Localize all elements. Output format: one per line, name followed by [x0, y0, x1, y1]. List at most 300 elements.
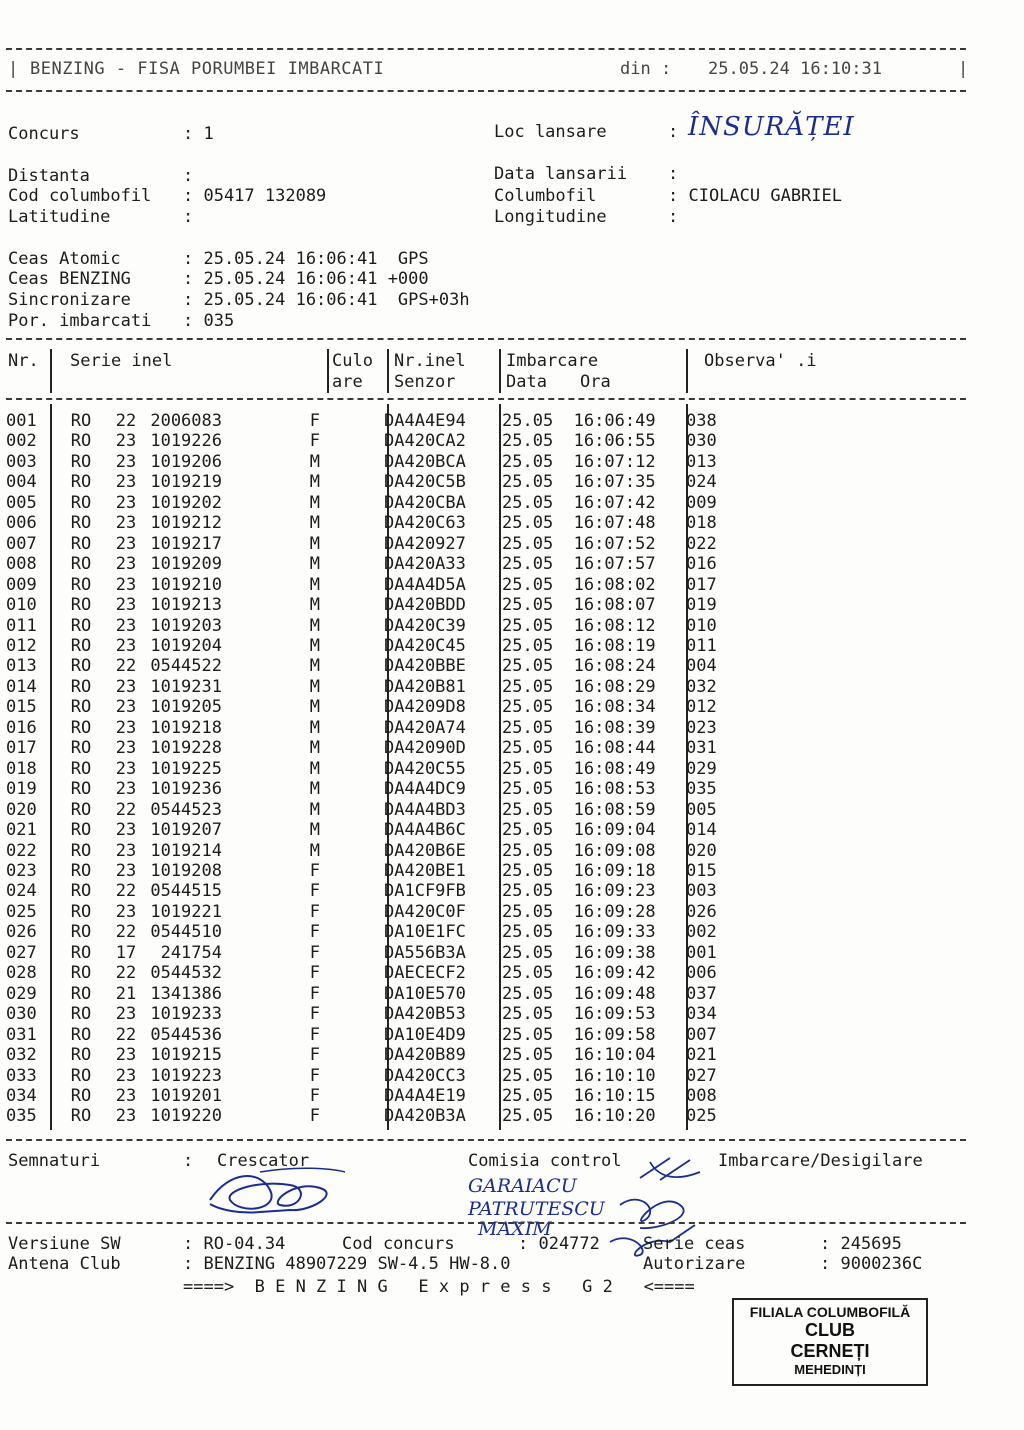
autorizare-label: Autorizare — [643, 1254, 746, 1274]
cell-sensor: DA556B3A — [384, 942, 466, 963]
cell-date-time — [496, 513, 680, 533]
cell-num: 1019204 — [150, 635, 222, 656]
cell-cc: RO — [70, 717, 92, 738]
cell-yr: 23 — [115, 635, 137, 656]
cell-nr: 003 — [6, 451, 37, 472]
cell-obs: 027 — [686, 1065, 717, 1086]
cell-sensor: DA4A4D5A — [384, 574, 466, 595]
cell-obs: 012 — [686, 697, 717, 718]
cell-sensor: DA420B89 — [384, 1045, 466, 1066]
cell-nr: 017 — [6, 738, 37, 759]
cell-nr: 024 — [6, 881, 37, 902]
table-row — [6, 677, 746, 697]
cell-sex: F — [309, 901, 320, 922]
cell-nr: 009 — [6, 574, 37, 595]
cell-nr: 033 — [6, 1065, 37, 1086]
cell-yr: 23 — [115, 1085, 137, 1106]
cell-sensor: DA420BCA — [384, 451, 466, 472]
cell-yr: 23 — [115, 1004, 137, 1025]
loc-lansare-label: Loc lansare — [494, 122, 607, 142]
cell-date-time — [496, 1025, 680, 1045]
cell-cc: RO — [70, 615, 92, 636]
cell-date-time — [496, 595, 680, 615]
cell-obs: 035 — [686, 779, 717, 800]
cell-yr: 23 — [115, 820, 137, 841]
cell-time: 16:09:33 — [573, 922, 656, 943]
cell-date-time — [496, 575, 680, 595]
cell-num: 1019202 — [150, 492, 222, 513]
cell-date: 25.05 — [502, 1085, 554, 1106]
cell-culoare — [328, 1086, 378, 1106]
cell-num: 241754 — [160, 942, 222, 963]
ceas-benzing-value: : 25.05.24 16:06:41 +000 — [183, 269, 429, 289]
cell-num: 0544536 — [150, 1024, 222, 1045]
cell-cc: RO — [70, 513, 92, 534]
cell-nr: 015 — [6, 697, 37, 718]
comisia-name-1: GARAIACU — [468, 1175, 577, 1197]
cell-yr: 23 — [115, 901, 137, 922]
cell-date: 25.05 — [502, 431, 554, 452]
cell-date-time — [496, 718, 680, 738]
table-top-divider — [6, 338, 966, 340]
cell-yr: 22 — [115, 922, 137, 943]
table-row — [6, 1066, 746, 1086]
cell-obs: 019 — [686, 595, 717, 616]
cell-yr: 22 — [115, 881, 137, 902]
cell-culoare — [328, 513, 378, 533]
col-header-data: Data — [506, 372, 547, 392]
cell-date-time — [496, 841, 680, 861]
cell-sex: F — [309, 1024, 320, 1045]
cell-obs: 008 — [686, 1085, 717, 1106]
cell-cc: RO — [70, 697, 92, 718]
cell-obs: 025 — [686, 1106, 717, 1127]
cell-date: 25.05 — [502, 451, 554, 472]
stamp-line-4: MEHEDINȚI — [794, 1362, 866, 1377]
cell-yr: 22 — [115, 799, 137, 820]
cell-sex: F — [309, 1045, 320, 1066]
table-row — [6, 902, 746, 922]
cell-sex: F — [309, 1065, 320, 1086]
cell-date-time — [496, 636, 680, 656]
cell-obs: 001 — [686, 942, 717, 963]
latitudine-label: Latitudine — [8, 207, 111, 227]
cell-date: 25.05 — [502, 1024, 554, 1045]
table-row — [6, 759, 746, 779]
cell-cc: RO — [70, 492, 92, 513]
cell-date: 25.05 — [502, 595, 554, 616]
cell-date-time — [496, 943, 680, 963]
porumbei-imbarcati-label: Por. imbarcati — [8, 311, 152, 331]
header-bar-right: | — [958, 59, 969, 79]
cell-sensor: DA4209D8 — [384, 697, 466, 718]
cell-sex: F — [309, 922, 320, 943]
cell-sex: M — [309, 676, 320, 697]
cell-sensor: DA4A4E94 — [384, 411, 466, 431]
cell-time: 16:09:23 — [573, 881, 656, 902]
cell-cc: RO — [70, 635, 92, 656]
cell-yr: 23 — [115, 860, 137, 881]
cell-cc: RO — [70, 942, 92, 963]
antena-club-label: Antena Club — [8, 1254, 121, 1274]
cell-time: 16:08:39 — [573, 717, 656, 738]
cell-sex: F — [309, 983, 320, 1004]
table-row — [6, 841, 746, 861]
cell-yr: 23 — [115, 554, 137, 575]
comisia-name-2: PATRUTESCU — [468, 1198, 605, 1220]
cell-culoare — [328, 452, 378, 472]
cell-sensor: DA420CC3 — [384, 1065, 466, 1086]
cell-cc: RO — [70, 840, 92, 861]
table-row — [6, 861, 746, 881]
cell-num: 0544510 — [150, 922, 222, 943]
cell-date: 25.05 — [502, 635, 554, 656]
table-row — [6, 1025, 746, 1045]
table-row — [6, 779, 746, 799]
porumbei-imbarcati-value: : 035 — [183, 311, 235, 331]
columbofil-label: Columbofil — [494, 186, 597, 206]
cell-cc: RO — [70, 901, 92, 922]
cell-cc: RO — [70, 1024, 92, 1045]
header-divider — [6, 90, 966, 92]
cell-date-time — [496, 554, 680, 574]
cell-num: 1019223 — [150, 1065, 222, 1086]
table-row — [6, 616, 746, 636]
cell-obs: 018 — [686, 513, 717, 534]
cell-cc: RO — [70, 1065, 92, 1086]
cell-sensor: DA420BE1 — [384, 860, 466, 881]
cell-culoare — [328, 963, 378, 983]
cell-sex: M — [309, 554, 320, 575]
cell-obs: 011 — [686, 635, 717, 656]
cell-sex: M — [309, 533, 320, 554]
cell-time: 16:09:08 — [573, 840, 656, 861]
cell-nr: 008 — [6, 554, 37, 575]
cell-cc: RO — [70, 411, 92, 431]
cell-time: 16:06:49 — [573, 411, 656, 431]
cell-sensor: DA4A4E19 — [384, 1085, 466, 1106]
cell-num: 1019210 — [150, 574, 222, 595]
cell-date-time — [496, 616, 680, 636]
cell-yr: 23 — [115, 1065, 137, 1086]
cell-yr: 23 — [115, 615, 137, 636]
cell-time: 16:08:19 — [573, 635, 656, 656]
cell-time: 16:08:07 — [573, 595, 656, 616]
cell-nr: 006 — [6, 513, 37, 534]
cell-culoare — [328, 616, 378, 636]
cell-nr: 035 — [6, 1106, 37, 1127]
cell-sex: M — [309, 595, 320, 616]
cell-num: 1019219 — [150, 472, 222, 493]
cell-date: 25.05 — [502, 554, 554, 575]
cell-culoare — [328, 902, 378, 922]
cell-sensor: DA420C55 — [384, 758, 466, 779]
cell-cc: RO — [70, 922, 92, 943]
cell-culoare — [328, 984, 378, 1004]
cell-time: 16:09:18 — [573, 860, 656, 881]
cell-sensor: DA10E4D9 — [384, 1024, 466, 1045]
cell-yr: 22 — [115, 1024, 137, 1045]
cell-sensor: DA420BBE — [384, 656, 466, 677]
cell-culoare — [328, 1045, 378, 1065]
versiune-sw-label: Versiune SW — [8, 1234, 121, 1254]
col-header-culoare-1: Culo — [332, 351, 373, 371]
cell-sex: M — [309, 717, 320, 738]
cell-date-time — [496, 534, 680, 554]
col-header-nr: Nr. — [8, 351, 39, 371]
cell-sex: M — [309, 820, 320, 841]
imbarcare-desigilare-label: Imbarcare/Desigilare — [718, 1151, 923, 1171]
cell-nr: 020 — [6, 799, 37, 820]
cell-date: 25.05 — [502, 983, 554, 1004]
cell-culoare — [328, 759, 378, 779]
cell-culoare — [328, 554, 378, 574]
cell-date-time — [496, 493, 680, 513]
cell-obs: 006 — [686, 963, 717, 984]
cell-cc: RO — [70, 1085, 92, 1106]
cell-sex: M — [309, 492, 320, 513]
cell-num: 0544515 — [150, 881, 222, 902]
cell-obs: 005 — [686, 799, 717, 820]
cell-obs: 007 — [686, 1024, 717, 1045]
cell-sensor: DA420A33 — [384, 554, 466, 575]
cell-date-time — [496, 1086, 680, 1106]
cell-cc: RO — [70, 738, 92, 759]
col-header-serie: Serie inel — [70, 351, 173, 371]
cell-nr: 012 — [6, 635, 37, 656]
cell-time: 16:07:52 — [573, 533, 656, 554]
cell-time: 16:07:42 — [573, 492, 656, 513]
cell-date-time — [496, 677, 680, 697]
cell-sensor: DA420C63 — [384, 513, 466, 534]
club-stamp — [732, 1298, 928, 1386]
cell-sex: F — [309, 860, 320, 881]
cell-sensor: DAECECF2 — [384, 963, 466, 984]
cell-date: 25.05 — [502, 963, 554, 984]
cell-date: 25.05 — [502, 799, 554, 820]
cell-sex: F — [309, 963, 320, 984]
cell-nr: 034 — [6, 1085, 37, 1106]
table-row — [6, 411, 746, 431]
cell-cc: RO — [70, 983, 92, 1004]
cell-obs: 020 — [686, 840, 717, 861]
cell-cc: RO — [70, 1045, 92, 1066]
cell-obs: 024 — [686, 472, 717, 493]
cell-num: 1019226 — [150, 431, 222, 452]
cell-yr: 23 — [115, 697, 137, 718]
cell-cc: RO — [70, 881, 92, 902]
table-row — [6, 800, 746, 820]
cell-nr: 005 — [6, 492, 37, 513]
cell-date: 25.05 — [502, 717, 554, 738]
cell-obs: 031 — [686, 738, 717, 759]
table-row — [6, 595, 746, 615]
cell-culoare — [328, 697, 378, 717]
table-row — [6, 636, 746, 656]
antena-club-value: : BENZING 48907229 SW-4.5 HW-8.0 — [183, 1254, 511, 1274]
table-row — [6, 922, 746, 942]
cell-sex: M — [309, 513, 320, 534]
cell-culoare — [328, 820, 378, 840]
cell-cc: RO — [70, 451, 92, 472]
cell-sensor: DA420B3A — [384, 1106, 466, 1127]
cell-sensor: DA420CA2 — [384, 431, 466, 452]
cell-num: 2006083 — [150, 411, 222, 431]
cell-time: 16:07:35 — [573, 472, 656, 493]
cell-date: 25.05 — [502, 1004, 554, 1025]
cell-nr: 011 — [6, 615, 37, 636]
table-row — [6, 697, 746, 717]
cell-sex: M — [309, 840, 320, 861]
sincronizare-label: Sincronizare — [8, 290, 131, 310]
cell-yr: 23 — [115, 472, 137, 493]
loc-lansare-handwritten: ÎNSURĂȚEI — [688, 112, 855, 142]
cell-sensor: DA420C0F — [384, 901, 466, 922]
cell-time: 16:08:49 — [573, 758, 656, 779]
cell-cc: RO — [70, 533, 92, 554]
cell-nr: 004 — [6, 472, 37, 493]
stamp-line-1: FILIALA COLUMBOFILĂ — [749, 1304, 911, 1320]
distanta-label: Distanta — [8, 166, 90, 186]
table-row — [6, 984, 746, 1004]
cell-sex: M — [309, 615, 320, 636]
cell-cc: RO — [70, 820, 92, 841]
table-row — [6, 881, 746, 901]
table-row — [6, 493, 746, 513]
comisia-control-label: Comisia control — [468, 1151, 622, 1171]
cell-culoare — [328, 881, 378, 901]
cell-obs: 034 — [686, 1004, 717, 1025]
table-row — [6, 1106, 746, 1126]
cell-num: 1019213 — [150, 595, 222, 616]
concurs-label: Concurs — [8, 124, 80, 144]
table-row — [6, 1086, 746, 1106]
cell-num: 1019236 — [150, 779, 222, 800]
cell-yr: 22 — [115, 963, 137, 984]
cell-sex: M — [309, 656, 320, 677]
cell-sex: F — [309, 431, 320, 452]
cell-date: 25.05 — [502, 411, 554, 431]
cell-num: 1019205 — [150, 697, 222, 718]
cod-concurs-value: : 024772 — [518, 1234, 600, 1254]
cell-nr: 032 — [6, 1045, 37, 1066]
cell-num: 0544522 — [150, 656, 222, 677]
cell-num: 1019208 — [150, 860, 222, 881]
cell-obs: 037 — [686, 983, 717, 1004]
cell-time: 16:08:59 — [573, 799, 656, 820]
cell-sex: F — [309, 411, 320, 431]
cell-time: 16:09:53 — [573, 1004, 656, 1025]
cell-time: 16:08:12 — [573, 615, 656, 636]
distanta-value: : — [183, 166, 194, 186]
cell-date: 25.05 — [502, 922, 554, 943]
col-sep — [387, 349, 389, 393]
cell-date-time — [496, 452, 680, 472]
cell-sensor: DA420C39 — [384, 615, 466, 636]
cell-sex: F — [309, 1106, 320, 1127]
cell-culoare — [328, 472, 378, 492]
cod-columbofil-value: : 05417 132089 — [183, 186, 327, 206]
cell-num: 1019221 — [150, 901, 222, 922]
cell-cc: RO — [70, 472, 92, 493]
cell-yr: 23 — [115, 1045, 137, 1066]
col-header-ora: Ora — [580, 372, 611, 392]
cell-date-time — [496, 759, 680, 779]
cell-date-time — [496, 861, 680, 881]
cell-num: 1019206 — [150, 451, 222, 472]
table-row — [6, 656, 746, 676]
col-sep — [50, 349, 52, 393]
cell-date: 25.05 — [502, 533, 554, 554]
cell-cc: RO — [70, 779, 92, 800]
cell-nr: 007 — [6, 533, 37, 554]
cell-culoare — [328, 800, 378, 820]
cell-nr: 022 — [6, 840, 37, 861]
serie-ceas-value: : 245695 — [820, 1234, 902, 1254]
cell-time: 16:07:57 — [573, 554, 656, 575]
col-header-imbarcare: Imbarcare — [506, 351, 599, 371]
cell-sex: F — [309, 1085, 320, 1106]
cell-obs: 021 — [686, 1045, 717, 1066]
cell-date: 25.05 — [502, 820, 554, 841]
cell-nr: 031 — [6, 1024, 37, 1045]
print-date-value: 25.05.24 16:10:31 — [708, 59, 882, 79]
cell-time: 16:09:58 — [573, 1024, 656, 1045]
semnaturi-colon: : — [183, 1151, 194, 1171]
table-header-divider — [6, 398, 966, 400]
print-date-label: din : — [620, 59, 672, 79]
stamp-line-3: CERNEȚI — [790, 1341, 870, 1361]
cell-date-time — [496, 1066, 680, 1086]
cell-culoare — [328, 943, 378, 963]
cell-cc: RO — [70, 676, 92, 697]
longitudine-label: Longitudine — [494, 207, 607, 227]
cell-yr: 23 — [115, 451, 137, 472]
data-lansarii-label: Data lansarii — [494, 164, 628, 184]
cell-time: 16:10:10 — [573, 1065, 656, 1086]
cell-date: 25.05 — [502, 656, 554, 677]
cell-time: 16:10:20 — [573, 1106, 656, 1127]
cell-culoare — [328, 1025, 378, 1045]
cell-cc: RO — [70, 574, 92, 595]
ceas-atomic-label: Ceas Atomic — [8, 249, 121, 269]
cell-yr: 22 — [115, 656, 137, 677]
cell-yr: 23 — [115, 676, 137, 697]
cell-num: 1019231 — [150, 676, 222, 697]
cell-num: 1019217 — [150, 533, 222, 554]
cell-sex: M — [309, 799, 320, 820]
cell-cc: RO — [70, 431, 92, 452]
cell-yr: 23 — [115, 431, 137, 452]
cell-cc: RO — [70, 554, 92, 575]
cell-culoare — [328, 1066, 378, 1086]
cell-date-time — [496, 738, 680, 758]
table-row — [6, 513, 746, 533]
cell-culoare — [328, 1004, 378, 1024]
cell-culoare — [328, 431, 378, 451]
benzing-banner: ====> B E N Z I N G E x p r e s s G 2 <==== — [183, 1277, 695, 1297]
cell-date: 25.05 — [502, 881, 554, 902]
loc-lansare-colon: : — [668, 122, 679, 142]
cell-date-time — [496, 984, 680, 1004]
col-sep — [327, 349, 329, 393]
cell-obs: 002 — [686, 922, 717, 943]
cell-date-time — [496, 963, 680, 983]
cell-date-time — [496, 656, 680, 676]
table-row — [6, 1004, 746, 1024]
cell-time: 16:09:42 — [573, 963, 656, 984]
table-row — [6, 963, 746, 983]
